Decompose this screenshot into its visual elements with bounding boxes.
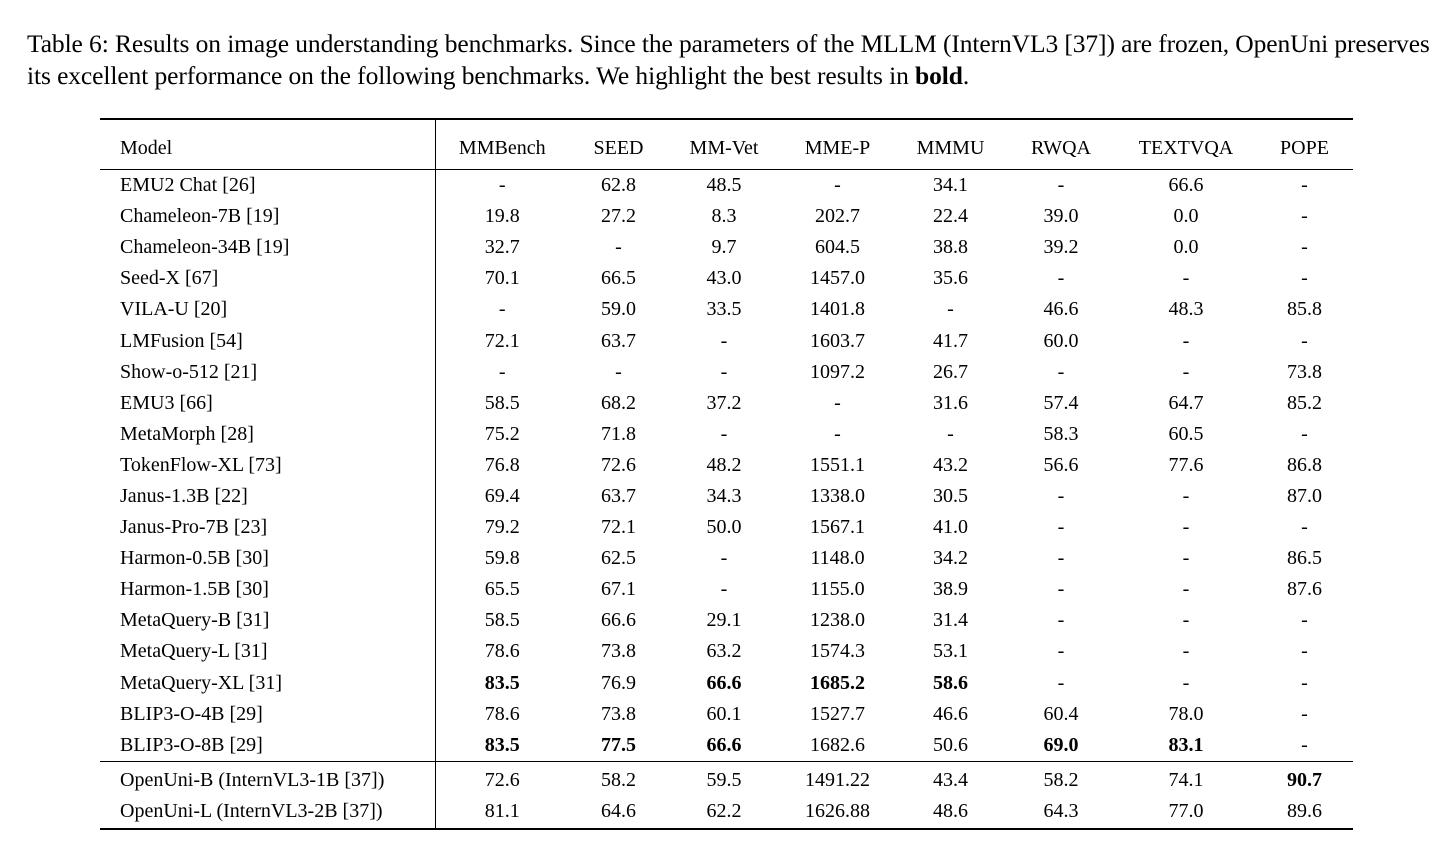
table-row [100,605,1353,636]
score-cell: 34.1 [933,174,968,197]
table-body [100,170,1353,829]
score-cell: 34.3 [706,484,742,507]
score-cell: - [1182,578,1190,601]
model-name-cell: VILA-U [20] [100,294,435,325]
model-name-cell: BLIP3-O-8B [29] [100,730,435,762]
score-cell: - [1057,267,1065,290]
score-cell: - [1301,702,1308,725]
score-cell: 9.7 [711,236,737,259]
score-cell: 31.4 [933,609,968,632]
score-cell: 33.5 [706,298,742,321]
table-row [100,761,1353,796]
score-cell: - [498,298,506,321]
score-cell: - [1057,640,1065,663]
score-cell: - [720,422,728,445]
model-name-cell: Harmon-1.5B [30] [100,574,435,605]
model-name-cell: BLIP3-O-4B [29] [100,699,435,730]
score-cell: 89.6 [1256,796,1353,829]
score-cell: - [1182,547,1190,570]
score-cell: 41.7 [933,329,968,352]
score-cell: 1457.0 [810,267,865,290]
table-row [100,512,1353,543]
score-cell: 32.7 [484,236,520,259]
score-cell: 50.6 [895,730,1006,762]
score-cell: 29.1 [706,609,742,632]
model-name-cell: EMU3 [66] [100,388,435,419]
caption-bold-word: bold [915,61,963,90]
score-cell: 70.1 [484,267,520,290]
score-cell: - [498,174,506,197]
score-cell: - [1301,640,1308,663]
score-cell: 59.0 [601,298,636,321]
score-cell: 48.3 [1168,298,1204,321]
score-cell: 62.5 [601,547,636,570]
score-cell: 90.7 [1287,768,1322,791]
table-row [100,357,1353,388]
score-cell: 71.8 [601,422,636,445]
model-name-cell: Chameleon-7B [19] [100,201,435,232]
score-cell: 65.5 [484,578,520,601]
model-name-cell: Chameleon-34B [19] [100,232,435,263]
score-cell: 72.1 [484,329,520,352]
score-cell: 60.5 [1168,422,1204,445]
score-cell: 63.7 [601,329,636,352]
score-cell: 58.5 [484,391,520,414]
score-cell: - [1301,609,1308,632]
score-cell: 85.8 [1287,298,1322,321]
table-caption [27,28,1447,92]
score-cell: 76.8 [484,453,520,476]
score-cell: 31.6 [933,391,968,414]
score-cell: 58.2 [1043,768,1079,791]
table-row [100,481,1353,512]
score-cell: 1097.2 [810,360,865,383]
score-cell: 39.2 [1043,236,1079,259]
score-cell: 38.9 [933,578,968,601]
score-cell: - [720,329,728,352]
score-cell: 37.2 [706,391,742,414]
score-cell: - [1301,329,1308,352]
score-cell: 67.1 [601,578,636,601]
score-cell: 1685.2 [810,671,865,694]
score-cell: 19.8 [484,205,520,228]
score-cell: 48.2 [706,453,742,476]
model-name-cell: TokenFlow-XL [73] [100,450,435,481]
score-cell: 68.2 [601,391,636,414]
score-cell: - [1182,609,1190,632]
score-cell: 0.0 [1173,205,1199,228]
score-cell: 1603.7 [810,329,865,352]
score-cell: 77.5 [569,730,668,762]
score-cell: 60.1 [706,702,742,725]
score-cell: - [1182,267,1190,290]
score-cell: 57.4 [1043,391,1079,414]
header-mm-vet: MM-Vet [668,119,780,170]
score-cell: 1551.1 [810,453,865,476]
header-mmbench: MMBench [435,119,569,170]
score-cell: - [720,578,728,601]
score-cell: 86.8 [1287,453,1322,476]
score-cell: 1574.3 [810,640,865,663]
model-name-cell: OpenUni-L (InternVL3-2B [37]) [100,796,435,829]
score-cell: 56.6 [1043,453,1079,476]
score-cell: 1682.6 [780,730,895,762]
score-cell: - [1182,484,1190,507]
score-cell: - [1182,329,1190,352]
score-cell: 87.0 [1287,484,1322,507]
header-rwqa: RWQA [1006,119,1116,170]
model-name-cell: EMU2 Chat [26] [100,170,435,202]
score-cell: 60.4 [1043,702,1079,725]
score-cell: 53.1 [933,640,968,663]
score-cell: 74.1 [1168,768,1204,791]
score-cell: 72.1 [601,516,636,539]
table-row [100,388,1353,419]
score-cell: 69.4 [484,484,520,507]
score-cell: 78.6 [484,702,520,725]
table-row [100,730,1353,762]
score-cell: 0.0 [1173,236,1199,259]
table-row [100,419,1353,450]
score-cell: 66.6 [668,730,780,762]
score-cell: 69.0 [1006,730,1116,762]
score-cell: 1567.1 [810,516,865,539]
header-model: Model [100,119,435,170]
score-cell: 87.6 [1287,578,1322,601]
score-cell: 78.0 [1168,702,1204,725]
score-cell: 58.5 [484,609,520,632]
score-cell: - [947,422,954,445]
score-cell: 63.7 [601,484,636,507]
score-cell: 48.6 [895,796,1006,829]
score-cell: - [1057,174,1065,197]
score-cell: 73.8 [1287,360,1322,383]
header-mmmu: MMMU [895,119,1006,170]
score-cell: 77.6 [1168,453,1204,476]
score-cell: - [1182,640,1190,663]
score-cell: 58.6 [933,671,968,694]
score-cell: 66.6 [706,671,742,694]
score-cell: 46.6 [933,702,968,725]
model-name-cell: MetaQuery-XL [31] [100,668,435,699]
score-cell: 64.7 [1168,391,1204,414]
model-name-cell: Seed-X [67] [100,263,435,294]
score-cell: - [1301,267,1308,290]
score-cell: - [1057,547,1065,570]
header-textvqa: TEXTVQA [1116,119,1256,170]
score-cell: 27.2 [601,205,636,228]
score-cell: 38.8 [933,236,968,259]
score-cell: - [615,236,622,259]
score-cell: 26.7 [933,360,968,383]
score-cell: 58.2 [601,768,636,791]
score-cell: - [1301,236,1308,259]
score-cell: - [1057,671,1065,694]
score-cell: - [1301,671,1308,694]
score-cell: 64.6 [569,796,668,829]
model-name-cell: MetaMorph [28] [100,419,435,450]
score-cell: 1148.0 [810,547,865,570]
score-cell: - [834,174,841,197]
score-cell: 63.2 [706,640,742,663]
score-cell: 83.5 [484,671,520,694]
score-cell: 30.5 [933,484,968,507]
model-name-cell: MetaQuery-B [31] [100,605,435,636]
table-row [100,170,1353,202]
score-cell: 1401.8 [810,298,865,321]
score-cell: 86.5 [1287,547,1322,570]
table-row [100,263,1353,294]
score-cell: 604.5 [815,236,860,259]
table-row [100,232,1353,263]
score-cell: - [615,360,622,383]
score-cell: 39.0 [1043,205,1079,228]
model-name-cell: Janus-Pro-7B [23] [100,512,435,543]
score-cell: - [1182,516,1190,539]
score-cell: 58.3 [1043,422,1079,445]
score-cell: 59.5 [706,768,742,791]
table-row [100,636,1353,667]
table-header [100,119,1353,170]
score-cell: 1338.0 [810,484,865,507]
score-cell: - [1182,360,1190,383]
score-cell: 202.7 [815,205,860,228]
score-cell: 43.2 [933,453,968,476]
model-name-cell: OpenUni-B (InternVL3-1B [37]) [100,761,435,796]
score-cell: 1155.0 [810,578,865,601]
header-mme-p: MME-P [780,119,895,170]
table-row [100,294,1353,325]
results-table [100,118,1353,830]
table-row [100,325,1353,356]
model-name-cell: Janus-1.3B [22] [100,481,435,512]
header-pope: POPE [1256,119,1353,170]
score-cell: 73.8 [601,702,636,725]
score-cell: - [1057,360,1065,383]
score-cell: - [834,422,841,445]
table-row [100,699,1353,730]
score-cell: 62.8 [601,174,636,197]
table-row [100,668,1353,699]
score-cell: - [720,360,728,383]
score-cell: 60.0 [1043,329,1079,352]
score-cell: 66.6 [601,609,636,632]
score-cell: - [1301,174,1308,197]
score-cell: 46.6 [1043,298,1079,321]
table-row [100,543,1353,574]
score-cell: - [1301,422,1308,445]
score-cell: 8.3 [711,205,737,228]
model-name-cell: MetaQuery-L [31] [100,636,435,667]
score-cell: - [1057,609,1065,632]
score-cell: 43.0 [706,267,742,290]
score-cell: 76.9 [601,671,636,694]
score-cell: 34.2 [933,547,968,570]
score-cell: - [720,547,728,570]
score-cell: 50.0 [706,516,742,539]
score-cell: 75.2 [484,422,520,445]
score-cell: 83.5 [435,730,569,762]
model-name-cell: Harmon-0.5B [30] [100,543,435,574]
score-cell: 59.8 [484,547,520,570]
score-cell: - [1301,516,1308,539]
table-row [100,450,1353,481]
score-cell: 1238.0 [810,609,865,632]
table-row [100,201,1353,232]
caption-period: . [962,61,970,90]
score-cell: 73.8 [601,640,636,663]
model-name-cell: LMFusion [54] [100,325,435,356]
score-cell: - [834,391,841,414]
table-row [100,574,1353,605]
model-name-cell: Show-o-512 [21] [100,357,435,388]
score-cell: 1626.88 [780,796,895,829]
caption-text: Table 6: Results on image understanding benchmarks. Since the parameters of the MLLM (InternVL3 [37]) are frozen, OpenUni preserves its excellent performance on the following benchmarks. We highlight the best results in [27,29,1430,90]
score-cell: 72.6 [601,453,636,476]
header-row [100,119,1353,170]
score-cell: 85.2 [1287,391,1322,414]
score-cell: 35.6 [933,267,968,290]
score-cell: 22.4 [933,205,968,228]
score-cell: 83.1 [1116,730,1256,762]
score-cell: - [1256,730,1353,762]
score-cell: - [498,360,506,383]
score-cell: - [1182,671,1190,694]
score-cell: - [1057,516,1065,539]
score-cell: 48.5 [706,174,742,197]
score-cell: 79.2 [484,516,520,539]
score-cell: 41.0 [933,516,968,539]
score-cell: 1491.22 [805,768,870,791]
score-cell: 72.6 [484,768,520,791]
score-cell: - [1301,205,1308,228]
score-cell: 77.0 [1116,796,1256,829]
score-cell: 43.4 [933,768,968,791]
score-cell: 62.2 [668,796,780,829]
header-seed: SEED [569,119,668,170]
score-cell: 1527.7 [810,702,865,725]
score-cell: 64.3 [1006,796,1116,829]
score-cell: 66.6 [1168,174,1204,197]
score-cell: - [1057,578,1065,601]
score-cell: 81.1 [435,796,569,829]
score-cell: - [947,298,954,321]
score-cell: 78.6 [484,640,520,663]
score-cell: 66.5 [601,267,636,290]
table-row [100,796,1353,829]
score-cell: - [1057,484,1065,507]
